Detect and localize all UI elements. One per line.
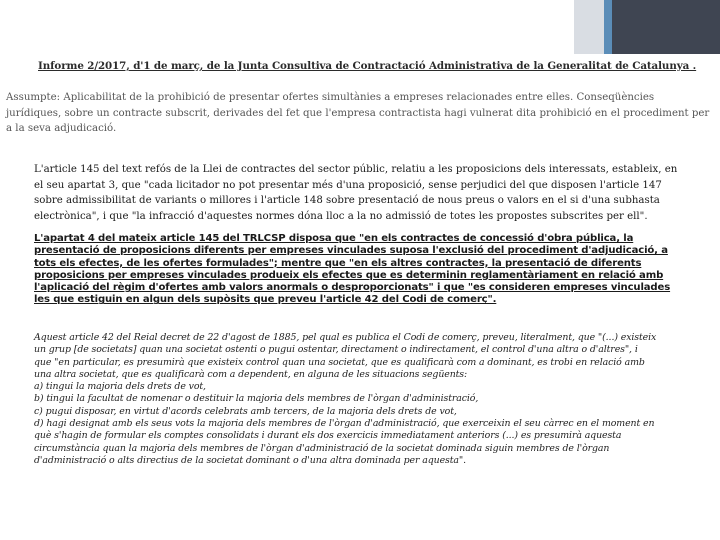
quote-line: d'administració o alts directius de la societat dominant o d'una altra dominada per aquesta". [34, 454, 466, 466]
quote-line: circumstància quan la majoria dels membres de l'òrgan d'administració de la societat dominada siguin membres de l'òrgan [34, 442, 610, 454]
article-145-3-paragraph: L'article 145 del text refós de la Llei de contractes del sector públic, relatiu a les proposicions dels interessats, estableix, en el seu apartat 3, que "cada licitador no pot presentar més d'una proposició, sense perjudici del que disposen l'article 147 sobre admissibilitat de variants o millores i l'article 148 sobre presentació de nous preus o valors en el si d'una subhasta electrònica", i que "la infracció d'aquestes normes dóna lloc a la no admissió de totes les propostes subscrites per ell". [34, 164, 678, 222]
slide-corner-light-band [574, 0, 604, 54]
document-title: Informe 2/2017, d'1 de març, de la Junta Consultiva de Contractació Administrativa de la Generalitat de Catalunya . [38, 60, 697, 72]
quote-item-d: d) hagi designat amb els seus vots la majoria dels membres de l'òrgan d'administració, que exerceixin el seu càrrec en el moment en [34, 418, 655, 430]
article-145-4-paragraph: L'apartat 4 del mateix article 145 del TRLCSP disposa que "en els contractes de concessió d'obra pública, la presentació de proposicions diferents per empreses vinculades suposa l'exclusió del procediment d'adjudicació, a tots els efectes, de les ofertes formulades"; mentre que "en els altres contractes, la presentació de diferents proposicions per empreses vinculades produeix els efectes que es determinin reglamentàriament en relació amb l'aplicació del règim d'ofertes amb valors anormals o desproporcionats" i que "es consideren empreses vinculades les que estiguin en algun dels supòsits que preveu l'article 42 del Codi de comerç". [34, 233, 671, 306]
quote-item-a: a) tingui la majoria dels drets de vot, [34, 381, 206, 393]
quote-line: Aquest article 42 del Reial decret de 22 d'agost de 1885, pel qual es publica el Codi de comerç, preveu, literalment, que "(...) existeix [34, 332, 657, 343]
subject-paragraph: Assumpte: Aplicabilitat de la prohibició de presentar ofertes simultànies a empreses relacionades entre elles. Conseqüències jurídiques, sobre un contracte subscrit, derivades del fet que l'empresa contractista hagi vulnerat dita prohibició en el procediment per a la seva adjudicació. [6, 92, 710, 134]
quote-item-b: b) tingui la facultat de nomenar o destituir la majoria dels membres de l'òrgan d'administració, [34, 393, 479, 405]
quote-line: què s'hagin de formular els comptes consolidats i durant els dos exercicis immediatament anteriors (...) es presumirà aquesta [34, 430, 622, 442]
quote-line: una altra societat, que es qualificarà com a dependent, en alguna de les situacions següents: [34, 368, 468, 380]
commercial-code-article-42-quote [34, 332, 690, 467]
quote-item-c: c) pugui disposar, en virtut d'acords celebrats amb tercers, de la majoria dels drets de vot, [34, 405, 457, 417]
quote-line: que "en particular, es presumirà que existeix control quan una societat, que es qualificarà com a dominant, es trobi en relació amb [34, 356, 645, 368]
slide-corner-dark-band [612, 0, 720, 54]
slide-corner-accent-band [604, 0, 612, 54]
quote-line: un grup [de societats] quan una societat ostenti o pugui ostentar, directament o indirectament, el control d'una altra o d'altres", i [34, 344, 638, 356]
